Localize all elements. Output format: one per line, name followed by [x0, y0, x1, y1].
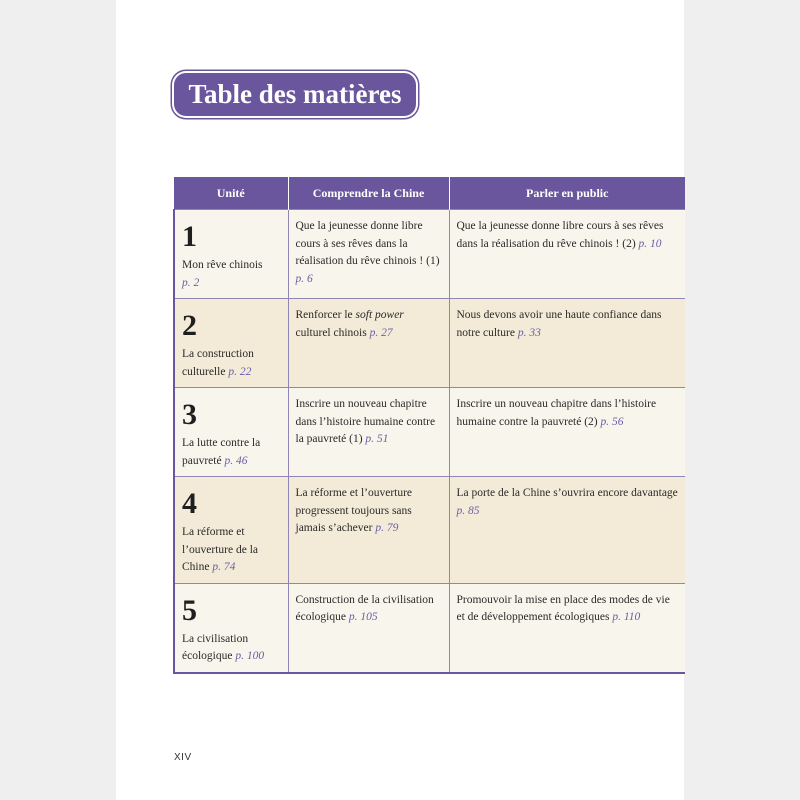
parler-cell — [449, 299, 685, 388]
lesson-title-emphasis: soft power — [355, 309, 404, 321]
contents-table — [173, 177, 685, 674]
page-ref[interactable]: p. 27 — [369, 326, 393, 339]
unit-title: La réforme et l’ouverture de la Chine — [182, 526, 258, 573]
unit-number: 1 — [182, 220, 197, 253]
parler-cell — [449, 583, 685, 673]
lesson-title: La porte de la Chine s’ouvrira encore davantage — [456, 487, 678, 499]
table-row — [174, 583, 685, 673]
page-ref[interactable]: p. 10 — [638, 237, 662, 250]
page-ref[interactable]: p. 2 — [182, 276, 200, 289]
header-comprendre: Comprendre la Chine — [288, 177, 449, 210]
lesson-title: Que la jeunesse donne libre cours à ses rêves dans la réalisation du rêve chinois ! (2) — [456, 220, 664, 250]
unit-cell — [174, 388, 288, 477]
lesson-title: Promouvoir la mise en place des modes de vie et de développement écologiques — [456, 593, 670, 623]
table-header-row — [174, 177, 685, 210]
parler-cell — [449, 210, 685, 299]
comprendre-cell — [288, 388, 449, 477]
page-ref[interactable]: p. 110 — [612, 611, 641, 623]
unit-number: 5 — [182, 593, 197, 627]
lesson-title: Construction de la civilisation écologique — [295, 593, 434, 623]
unit-cell — [174, 583, 288, 673]
comprendre-cell — [288, 299, 449, 388]
page-ref[interactable]: p. 6 — [295, 272, 313, 285]
comprendre-cell — [288, 583, 449, 673]
lesson-title: Inscrire un nouveau chapitre dans l’histoire humaine contre la pauvreté (2) — [456, 398, 657, 428]
page-ref[interactable]: p. 56 — [600, 415, 624, 428]
header-unite: Unité — [174, 177, 288, 210]
parler-cell — [449, 477, 685, 584]
header-parler: Parler en public — [449, 177, 685, 210]
lesson-title: Inscrire un nouveau chapitre dans l’histoire humaine contre la pauvreté (1) — [295, 398, 436, 445]
unit-title: La construction culturelle — [182, 348, 254, 378]
lesson-title: La réforme et l’ouverture progressent toujours sans jamais s’achever — [295, 487, 413, 534]
unit-title: Mon rêve chinois — [182, 259, 263, 271]
page-ref[interactable]: p. 100 — [235, 650, 265, 662]
parler-cell — [449, 388, 685, 477]
lesson-title: Que la jeunesse donne libre cours à ses rêves dans la réalisation du rêve chinois ! (1) — [295, 220, 440, 267]
unit-number: 3 — [182, 398, 197, 431]
page-ref[interactable]: p. 74 — [212, 561, 236, 573]
page-ref[interactable]: p. 105 — [348, 611, 378, 623]
table-row — [174, 477, 685, 584]
page-ref[interactable]: p. 22 — [228, 365, 252, 378]
unit-number: 4 — [182, 487, 197, 520]
document-page — [116, 0, 684, 800]
table-row — [174, 388, 685, 477]
page-ref[interactable]: p. 85 — [456, 504, 480, 517]
page-ref[interactable]: p. 46 — [224, 454, 248, 467]
unit-title: La civilisation écologique — [182, 632, 249, 662]
lesson-title-post: culturel chinois — [295, 326, 367, 339]
unit-cell — [174, 299, 288, 388]
lesson-title-pre: Renforcer le — [295, 309, 356, 321]
unit-cell — [174, 210, 288, 299]
page-ref[interactable]: p. 51 — [365, 433, 389, 445]
table-row — [174, 299, 685, 388]
comprendre-cell — [288, 477, 449, 584]
page-ref[interactable]: p. 33 — [517, 326, 541, 339]
comprendre-cell — [288, 210, 449, 299]
lesson-title: Nous devons avoir une haute confiance dans notre culture — [456, 309, 662, 339]
page-number: XIV — [174, 752, 192, 763]
table-row — [174, 210, 685, 299]
page-title: Table des matières — [174, 73, 416, 116]
unit-title: La lutte contre la pauvreté — [182, 437, 261, 467]
unit-number: 2 — [182, 309, 197, 342]
unit-cell — [174, 477, 288, 584]
page-ref[interactable]: p. 79 — [375, 522, 399, 534]
